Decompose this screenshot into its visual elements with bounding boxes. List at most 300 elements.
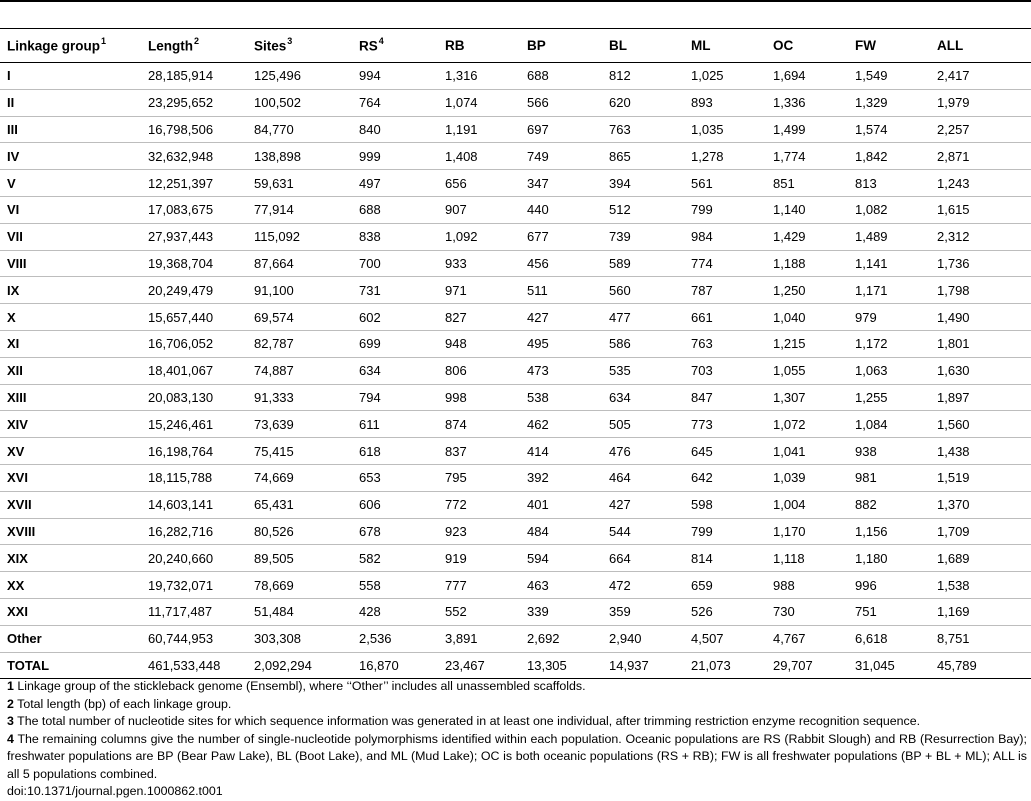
table-cell: 1,171 [848,277,930,304]
table-cell: 77,914 [247,196,352,223]
row-label-cell: IV [0,143,141,170]
table-cell: 1,499 [766,116,848,143]
column-header [520,29,602,63]
table-cell: 3,891 [438,625,520,652]
table-cell: 664 [602,545,684,572]
table-row [0,277,1031,304]
table-cell: 16,870 [352,652,438,679]
table-cell: 865 [602,143,684,170]
table-cell: 1,180 [848,545,930,572]
table-cell: 699 [352,330,438,357]
footnote-ref: 2 [194,36,200,47]
row-label-cell: II [0,89,141,116]
table-cell: 2,312 [930,223,1031,250]
table-cell: 661 [684,304,766,331]
table-cell: 700 [352,250,438,277]
row-label-cell: XX [0,572,141,599]
table-body [0,63,1031,679]
row-label-cell: XII [0,357,141,384]
table-cell: 8,751 [930,625,1031,652]
table-cell: 15,246,461 [141,411,247,438]
table-cell: 65,431 [247,491,352,518]
column-header [141,29,247,63]
table-cell: 558 [352,572,438,599]
table-cell: 476 [602,438,684,465]
footnote-ref: 1 [101,36,107,47]
table-row [0,572,1031,599]
table-cell: 787 [684,277,766,304]
footnote-mark: 3 [7,714,14,728]
table-cell: 535 [602,357,684,384]
row-label-cell: V [0,170,141,197]
table-cell: 840 [352,116,438,143]
table-cell: 851 [766,170,848,197]
table-row [0,223,1031,250]
table-row [0,357,1031,384]
table-cell: 1,560 [930,411,1031,438]
row-label-cell: XV [0,438,141,465]
table-cell: 16,706,052 [141,330,247,357]
table-cell: 4,767 [766,625,848,652]
table-cell: 642 [684,464,766,491]
table-row [0,196,1031,223]
table-cell: 749 [520,143,602,170]
table-cell: 45,789 [930,652,1031,679]
table-cell: 511 [520,277,602,304]
table-cell: 598 [684,491,766,518]
table-cell: 427 [520,304,602,331]
table-cell: 16,282,716 [141,518,247,545]
footnote-4 [7,731,1027,784]
table-cell: 948 [438,330,520,357]
table-cell: 18,115,788 [141,464,247,491]
table-cell: 78,669 [247,572,352,599]
table-cell: 16,198,764 [141,438,247,465]
table-cell: 347 [520,170,602,197]
table-cell: 125,496 [247,63,352,90]
row-label-cell: TOTAL [0,652,141,679]
table-cell: 505 [602,411,684,438]
table-cell: 799 [684,196,766,223]
footnote-1 [7,678,1027,696]
row-label-cell: X [0,304,141,331]
table-row [0,438,1031,465]
footnote-2 [7,696,1027,714]
table-cell: 51,484 [247,598,352,625]
table-footnotes [7,678,1027,801]
table-cell: 764 [352,89,438,116]
top-rule [0,0,1031,2]
table-row [0,143,1031,170]
table-row [0,625,1031,652]
table-cell: 795 [438,464,520,491]
table-cell: 703 [684,357,766,384]
table-cell: 477 [602,304,684,331]
table-cell: 427 [602,491,684,518]
table-cell: 1,063 [848,357,930,384]
table-cell: 1,140 [766,196,848,223]
table-cell: 606 [352,491,438,518]
table-cell: 1,429 [766,223,848,250]
table-cell: 89,505 [247,545,352,572]
table-cell: 115,092 [247,223,352,250]
table-cell: 4,507 [684,625,766,652]
table-row [0,89,1031,116]
table-cell: 678 [352,518,438,545]
table-cell: 634 [352,357,438,384]
table-cell: 1,489 [848,223,930,250]
table-cell: 838 [352,223,438,250]
table-cell: 23,467 [438,652,520,679]
table-cell: 463 [520,572,602,599]
table-cell: 359 [602,598,684,625]
table-cell: 74,669 [247,464,352,491]
table-cell: 20,249,479 [141,277,247,304]
table-cell: 1,041 [766,438,848,465]
table-cell: 1,979 [930,89,1031,116]
row-label-cell: I [0,63,141,90]
table-cell: 1,438 [930,438,1031,465]
row-label-cell: XI [0,330,141,357]
table-cell: 1,250 [766,277,848,304]
column-header-label: Sites [254,38,287,54]
table-cell: 14,937 [602,652,684,679]
table-cell: 688 [520,63,602,90]
table-cell: 656 [438,170,520,197]
table-cell: 1,630 [930,357,1031,384]
table-cell: 1,191 [438,116,520,143]
table-row [0,304,1031,331]
table-cell: 1,694 [766,63,848,90]
table-cell: 84,770 [247,116,352,143]
table-cell: 994 [352,63,438,90]
row-label-cell: IX [0,277,141,304]
table-row [0,598,1031,625]
table-cell: 12,251,397 [141,170,247,197]
table-cell: 602 [352,304,438,331]
footnote-text: The remaining columns give the number of single-nucleotide polymorphisms identified within each population. Oceanic populations are RS (Rabbit Slough) and RB (Resurrection Bay); freshwater populations are BP (Bear Paw Lake), BL (Boot Lake), and ML (Mud Lake); OC is both oceanic populations (RS + RB); FW is all freshwater populations (BP + BL + ML); ALL is all 5 populations combined. [7,731,1028,781]
table-cell: 1,170 [766,518,848,545]
table-cell: 82,787 [247,330,352,357]
table-cell: 1,408 [438,143,520,170]
table-cell: 999 [352,143,438,170]
table-cell: 1,774 [766,143,848,170]
column-header-label: Length [148,38,193,54]
column-header [352,29,438,63]
table-cell: 677 [520,223,602,250]
table-cell: 988 [766,572,848,599]
table-cell: 763 [602,116,684,143]
table-cell: 538 [520,384,602,411]
table-cell: 979 [848,304,930,331]
table-cell: 561 [684,170,766,197]
table-cell: 1,040 [766,304,848,331]
table-header [0,29,1031,63]
table-cell: 472 [602,572,684,599]
column-header-label: RB [445,38,465,53]
table-cell: 1,490 [930,304,1031,331]
table-cell: 586 [602,330,684,357]
table-cell: 1,141 [848,250,930,277]
table-cell: 919 [438,545,520,572]
table-cell: 1,538 [930,572,1031,599]
table-cell: 1,188 [766,250,848,277]
table-cell: 2,417 [930,63,1031,90]
column-header-label: BP [527,38,546,53]
table-cell: 23,295,652 [141,89,247,116]
row-label-cell: XXI [0,598,141,625]
table-cell: 18,401,067 [141,357,247,384]
table-cell: 773 [684,411,766,438]
row-label-cell: VIII [0,250,141,277]
table-cell: 984 [684,223,766,250]
table-cell: 981 [848,464,930,491]
table-cell: 28,185,914 [141,63,247,90]
table-cell: 1,243 [930,170,1031,197]
table-cell: 1,689 [930,545,1031,572]
table-cell: 1,615 [930,196,1031,223]
row-label-cell: XVI [0,464,141,491]
table-cell: 414 [520,438,602,465]
table-cell: 1,736 [930,250,1031,277]
footnote-text: Total length (bp) of each linkage group. [17,696,232,711]
table-cell: 473 [520,357,602,384]
column-header-label: RS [359,38,378,54]
table-cell: 659 [684,572,766,599]
table-cell: 882 [848,491,930,518]
table-cell: 739 [602,223,684,250]
table-cell: 618 [352,438,438,465]
table-cell: 2,257 [930,116,1031,143]
row-label-cell: XIV [0,411,141,438]
footnote-text: Linkage group of the stickleback genome (Ensembl), where ‘‘Other’’ includes all unassembled scaffolds. [17,679,586,693]
table-cell: 1,039 [766,464,848,491]
table-cell: 461,533,448 [141,652,247,679]
snp-table [0,28,1031,679]
table-cell: 29,707 [766,652,848,679]
table-row [0,250,1031,277]
table-cell: 91,100 [247,277,352,304]
table-cell: 1,329 [848,89,930,116]
table-cell: 1,172 [848,330,930,357]
table-cell: 440 [520,196,602,223]
table-cell: 2,092,294 [247,652,352,679]
table-cell: 138,898 [247,143,352,170]
footnote-ref: 4 [378,36,384,47]
table-row [0,170,1031,197]
table-cell: 1,370 [930,491,1031,518]
table-cell: 1,519 [930,464,1031,491]
table-cell: 401 [520,491,602,518]
table-cell: 526 [684,598,766,625]
table-cell: 6,618 [848,625,930,652]
table-cell: 907 [438,196,520,223]
doi-line: doi:10.1371/journal.pgen.1000862.t001 [7,784,223,798]
table-cell: 1,118 [766,545,848,572]
table-cell: 59,631 [247,170,352,197]
table-cell: 971 [438,277,520,304]
table-cell: 87,664 [247,250,352,277]
table-cell: 814 [684,545,766,572]
column-header [684,29,766,63]
table-cell: 19,368,704 [141,250,247,277]
column-header [848,29,930,63]
table-cell: 20,083,130 [141,384,247,411]
table-cell: 806 [438,357,520,384]
table-cell: 763 [684,330,766,357]
table-cell: 751 [848,598,930,625]
table-cell: 394 [602,170,684,197]
row-label-cell: Other [0,625,141,652]
column-header-label: ALL [937,38,964,53]
table-cell: 731 [352,277,438,304]
table-cell: 73,639 [247,411,352,438]
table-cell: 1,336 [766,89,848,116]
table-cell: 19,732,071 [141,572,247,599]
table-cell: 812 [602,63,684,90]
column-header [602,29,684,63]
table-cell: 495 [520,330,602,357]
table-row [0,464,1031,491]
table-cell: 938 [848,438,930,465]
table-cell: 998 [438,384,520,411]
table-cell: 1,004 [766,491,848,518]
table-cell: 837 [438,438,520,465]
table-cell: 611 [352,411,438,438]
column-header-label: BL [609,38,627,53]
table-cell: 32,632,948 [141,143,247,170]
table-cell: 589 [602,250,684,277]
table-cell: 31,045 [848,652,930,679]
header-row [0,29,1031,63]
table-cell: 544 [602,518,684,545]
table-cell: 827 [438,304,520,331]
footnote-3 [7,713,1027,731]
row-label-cell: XVIII [0,518,141,545]
table-cell: 923 [438,518,520,545]
column-header-label: FW [855,38,876,53]
row-label-cell: XIX [0,545,141,572]
table-cell: 75,415 [247,438,352,465]
table-cell: 17,083,675 [141,196,247,223]
table-cell: 774 [684,250,766,277]
table-cell: 497 [352,170,438,197]
table-cell: 100,502 [247,89,352,116]
table-cell: 11,717,487 [141,598,247,625]
table-cell: 799 [684,518,766,545]
row-label-cell: VII [0,223,141,250]
column-header [930,29,1031,63]
table-row [0,411,1031,438]
table-cell: 1,055 [766,357,848,384]
table-cell: 794 [352,384,438,411]
table-cell: 847 [684,384,766,411]
table-cell: 620 [602,89,684,116]
table-row [0,63,1031,90]
table-cell: 1,084 [848,411,930,438]
column-header [0,29,141,63]
table-cell: 996 [848,572,930,599]
table-cell: 1,801 [930,330,1031,357]
table-cell: 1,082 [848,196,930,223]
table-row [0,384,1031,411]
column-header-label: Linkage group [7,38,101,54]
table-row [0,330,1031,357]
table-row [0,491,1031,518]
footnote-text: The total number of nucleotide sites for which sequence information was generated in at least one individual, after trimming restriction enzyme recognition sequence. [17,714,921,728]
column-header-label: OC [773,38,794,53]
table-cell: 1,072 [766,411,848,438]
table-cell: 777 [438,572,520,599]
table-cell: 27,937,443 [141,223,247,250]
table-cell: 2,940 [602,625,684,652]
table-cell: 645 [684,438,766,465]
table-cell: 91,333 [247,384,352,411]
table-cell: 688 [352,196,438,223]
table-row [0,518,1031,545]
table-cell: 456 [520,250,602,277]
table-cell: 462 [520,411,602,438]
column-header [438,29,520,63]
table-cell: 14,603,141 [141,491,247,518]
table-cell: 13,305 [520,652,602,679]
table-cell: 1,092 [438,223,520,250]
footnote-mark: 4 [7,731,14,746]
table-cell: 21,073 [684,652,766,679]
table-cell: 1,549 [848,63,930,90]
column-header [247,29,352,63]
table-cell: 874 [438,411,520,438]
table-cell: 69,574 [247,304,352,331]
table-cell: 2,536 [352,625,438,652]
table-cell: 634 [602,384,684,411]
table-cell: 16,798,506 [141,116,247,143]
table-cell: 392 [520,464,602,491]
table-cell: 933 [438,250,520,277]
table-cell: 560 [602,277,684,304]
table-cell: 15,657,440 [141,304,247,331]
table-cell: 1,215 [766,330,848,357]
row-label-cell: XVII [0,491,141,518]
table-cell: 484 [520,518,602,545]
row-label-cell: XIII [0,384,141,411]
table-cell: 1,316 [438,63,520,90]
table-cell: 1,255 [848,384,930,411]
table-cell: 1,156 [848,518,930,545]
table-cell: 697 [520,116,602,143]
table-row [0,116,1031,143]
table-cell: 20,240,660 [141,545,247,572]
table-cell: 1,074 [438,89,520,116]
table-cell: 1,025 [684,63,766,90]
column-header [766,29,848,63]
table-cell: 1,574 [848,116,930,143]
footnote-mark: 2 [7,696,14,711]
table-cell: 1,897 [930,384,1031,411]
table-cell: 813 [848,170,930,197]
table-cell: 772 [438,491,520,518]
table-cell: 1,169 [930,598,1031,625]
row-label-cell: VI [0,196,141,223]
table-cell: 1,307 [766,384,848,411]
table-cell: 1,709 [930,518,1031,545]
table-cell: 512 [602,196,684,223]
table-cell: 594 [520,545,602,572]
footnote-mark: 1 [7,679,14,693]
table-cell: 1,798 [930,277,1031,304]
table-cell: 428 [352,598,438,625]
footnote-ref: 3 [287,36,293,47]
